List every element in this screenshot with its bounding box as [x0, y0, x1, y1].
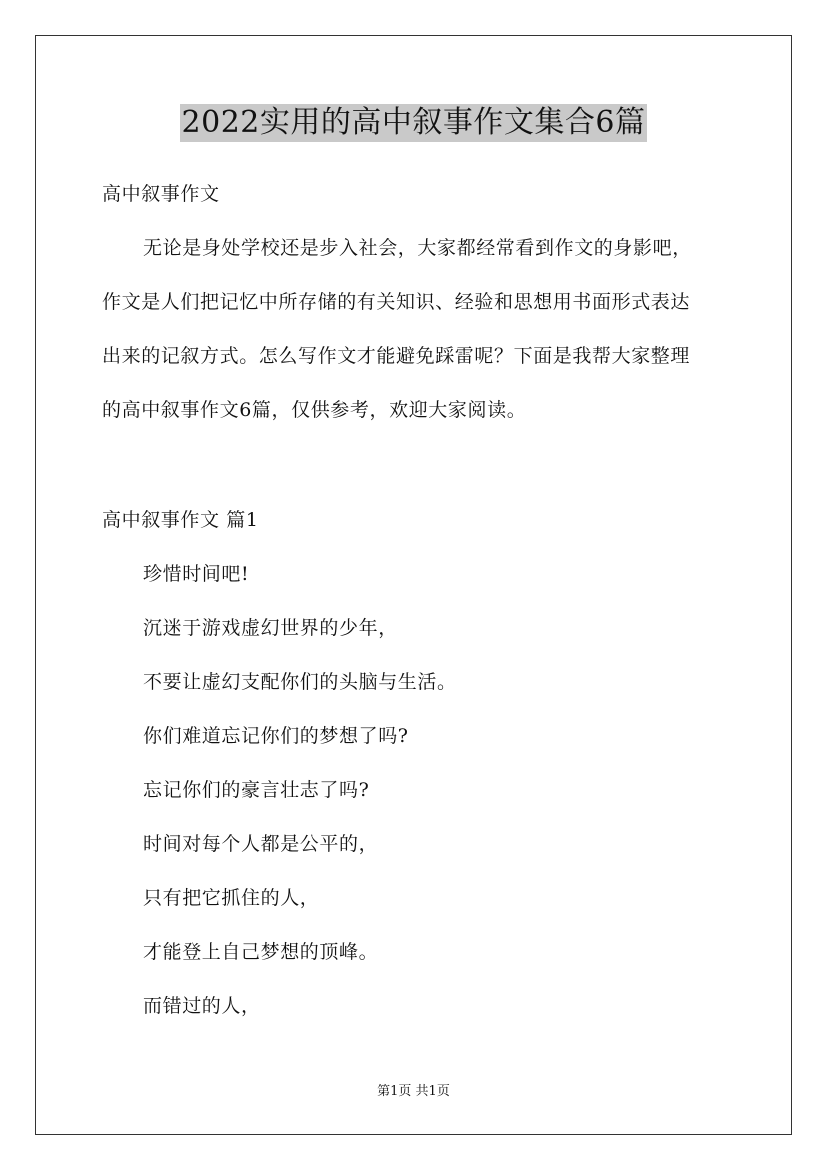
essay-line: 忘记你们的豪言壮志了吗? [143, 779, 370, 801]
section-heading: 高中叙事作文 [102, 183, 220, 205]
title-container [0, 104, 827, 142]
intro-line: 的高中叙事作文6篇，仅供参考，欢迎大家阅读。 [102, 399, 527, 421]
page-footer: 第1页 共1页 [377, 1084, 450, 1099]
document-title: 2022实用的高中叙事作文集合6篇 [181, 105, 646, 140]
essay-line: 不要让虚幻支配你们的头脑与生活。 [143, 671, 457, 693]
essay-heading: 高中叙事作文 篇1 [102, 509, 259, 531]
essay-line: 珍惜时间吧! [143, 563, 250, 585]
essay-line: 只有把它抓住的人， [143, 887, 320, 909]
essay-line: 你们难道忘记你们的梦想了吗? [143, 725, 409, 747]
intro-line: 出来的记叙方式。怎么写作文才能避免踩雷呢？下面是我帮大家整理 [102, 345, 691, 367]
essay-line: 时间对每个人都是公平的， [143, 833, 379, 855]
essay-line: 沉迷于游戏虚幻世界的少年， [143, 617, 398, 639]
intro-line: 作文是人们把记忆中所存储的有关知识、经验和思想用书面形式表达 [102, 291, 691, 313]
essay-line: 才能登上自己梦想的顶峰。 [143, 941, 379, 963]
essay-line: 而错过的人， [143, 995, 261, 1017]
intro-line: 无论是身处学校还是步入社会，大家都经常看到作文的身影吧， [143, 237, 692, 259]
